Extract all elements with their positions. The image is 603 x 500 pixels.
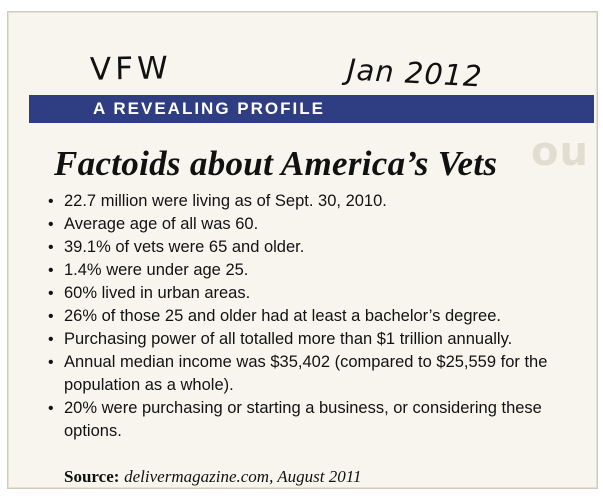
- newspaper-clipping: [7, 11, 598, 489]
- section-banner: [29, 95, 594, 123]
- bullet-icon: •: [48, 331, 54, 348]
- bullet-icon: •: [48, 239, 54, 256]
- banner-label: A REVEALING PROFILE: [93, 99, 325, 118]
- fact-item: [48, 305, 588, 328]
- fact-text: 60% lived in urban areas.: [64, 284, 251, 302]
- fact-text: Average age of all was 60.: [64, 215, 259, 233]
- fact-text: 39.1% of vets were 65 and older.: [64, 238, 305, 256]
- source-text: delivermagazine.com, August 2011: [124, 467, 362, 486]
- fact-text: Annual median income was $35,402 (compared to $25,559 for the population as a whole).: [64, 353, 548, 394]
- source-label: Source:: [64, 467, 120, 486]
- bullet-icon: •: [48, 400, 54, 417]
- bullet-icon: •: [48, 193, 54, 210]
- fact-text: 22.7 million were living as of Sept. 30, 2010.: [64, 192, 387, 210]
- fact-list: [48, 190, 588, 443]
- fact-item: [48, 397, 588, 443]
- fact-item: [48, 328, 588, 351]
- bullet-icon: •: [48, 308, 54, 325]
- fact-text: 20% were purchasing or starting a business, or considering these options.: [64, 399, 542, 440]
- fact-item: [48, 282, 588, 305]
- handwritten-note-publication: VFW: [89, 50, 173, 88]
- fact-text: 26% of those 25 and older had at least a bachelor’s degree.: [64, 307, 501, 325]
- bullet-icon: •: [48, 262, 54, 279]
- source-citation: [64, 467, 361, 487]
- fact-text: 1.4% were under age 25.: [64, 261, 249, 279]
- fact-item: [48, 213, 588, 236]
- bullet-icon: •: [48, 354, 54, 371]
- article-title: Factoids about America’s Vets: [54, 144, 498, 183]
- bullet-icon: •: [48, 285, 54, 302]
- fact-text: Purchasing power of all totalled more than $1 trillion annually.: [64, 330, 513, 348]
- fact-item: [48, 351, 588, 397]
- fact-item: [48, 259, 588, 282]
- fact-item: [48, 190, 588, 213]
- bleed-through-text: ou: [531, 129, 589, 175]
- bullet-icon: •: [48, 216, 54, 233]
- handwritten-note-date: Jan 2012: [346, 52, 484, 94]
- fact-item: [48, 236, 588, 259]
